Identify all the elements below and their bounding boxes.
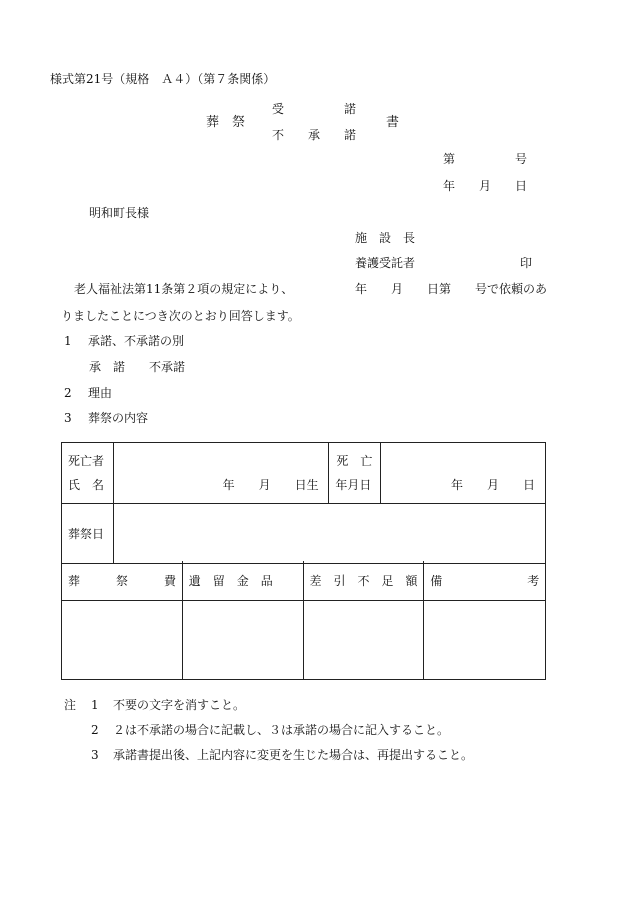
funeral-cost-value-cell xyxy=(62,601,183,680)
item-2-number: 2 xyxy=(64,386,72,400)
col-shortfall: 差 引 不 足 額 xyxy=(309,574,418,588)
body-line-2: りましたことにつき次のとおり回答します。 xyxy=(61,309,300,323)
death-date-label-cell xyxy=(329,443,381,504)
item-3-number: 3 xyxy=(64,411,72,425)
body-line-1-start: 老人福祉法第11条第２項の規定により、 xyxy=(74,282,294,296)
title-left: 葬 祭 xyxy=(206,115,246,130)
note-1: 不要の文字を消すこと。 xyxy=(113,698,246,712)
item-1-options: 承 諾 不承諾 xyxy=(89,360,186,374)
shortfall-value-cell xyxy=(303,601,424,680)
body-line-1-date: 年 月 日第 号で依頼のあ xyxy=(355,282,548,296)
trustee-label: 養護受託者 xyxy=(355,256,416,270)
item-1-label: 承諾、不承諾の別 xyxy=(88,334,185,348)
title-suffix: 書 xyxy=(386,115,400,130)
facility-head-label: 施 設 長 xyxy=(355,231,416,245)
table-row-cost-headers xyxy=(62,561,546,601)
seal-mark: 印 xyxy=(520,256,533,270)
col-funeral-cost-cell xyxy=(62,561,183,601)
deceased-name-label-cell xyxy=(62,443,114,504)
item-2-label: 理由 xyxy=(88,386,113,400)
table-row-deceased xyxy=(62,443,546,504)
form-label: 様式第21号（規格 Ａ４）（第７条関係） xyxy=(50,72,276,86)
left-goods-value-cell xyxy=(182,601,303,680)
funeral-date-value-cell xyxy=(113,504,545,564)
addressee: 明和町長様 xyxy=(89,206,150,220)
item-1-number: 1 xyxy=(64,334,72,348)
note-2-number: 2 xyxy=(91,723,99,737)
funeral-date-label: 葬祭日 xyxy=(68,527,105,541)
note-2: ２は不承諾の場合に記載し、３は承諾の場合に記入すること。 xyxy=(113,723,450,737)
col-remarks-1: 備 xyxy=(430,574,443,588)
note-3-number: 3 xyxy=(91,748,99,762)
death-date-value-cell xyxy=(381,443,546,504)
deceased-name-label-2: 氏 名 xyxy=(68,478,105,492)
notes-prefix: 注 xyxy=(64,698,77,712)
note-1-number: 1 xyxy=(91,698,99,712)
col-shortfall-cell xyxy=(303,561,424,601)
death-date-label-2: 年月日 xyxy=(335,478,372,492)
funeral-date-label-cell xyxy=(62,504,114,564)
title-option-reject: 不 承 諾 xyxy=(272,128,357,142)
title-option-accept: 受 諾 xyxy=(272,102,357,116)
document-date-line: 年 月 日 xyxy=(443,179,528,193)
col-left-goods: 遺 留 金 品 xyxy=(188,574,273,588)
deceased-name-value-cell xyxy=(113,443,329,504)
birth-date: 年 月 日生 xyxy=(222,478,319,492)
table-row-funeral-date xyxy=(62,504,546,564)
col-funeral-cost: 葬 祭 費 xyxy=(68,574,177,588)
remarks-value-cell xyxy=(424,601,546,680)
col-remarks-2: 考 xyxy=(527,574,540,588)
col-left-goods-cell xyxy=(182,561,303,601)
deceased-name-label-1: 死亡者 xyxy=(68,454,105,468)
death-date: 年 月 日 xyxy=(451,478,536,492)
funeral-details-table xyxy=(61,442,546,564)
col-remarks-cell xyxy=(424,561,546,601)
note-3: 承諾書提出後、上記内容に変更を生じた場合は、再提出すること。 xyxy=(113,748,474,762)
death-date-label-1: 死 亡 xyxy=(336,454,373,468)
document-number-line: 第 号 xyxy=(443,152,528,166)
table-row-cost-values xyxy=(62,601,546,680)
funeral-cost-table xyxy=(61,561,546,680)
item-3-label: 葬祭の内容 xyxy=(88,411,149,425)
